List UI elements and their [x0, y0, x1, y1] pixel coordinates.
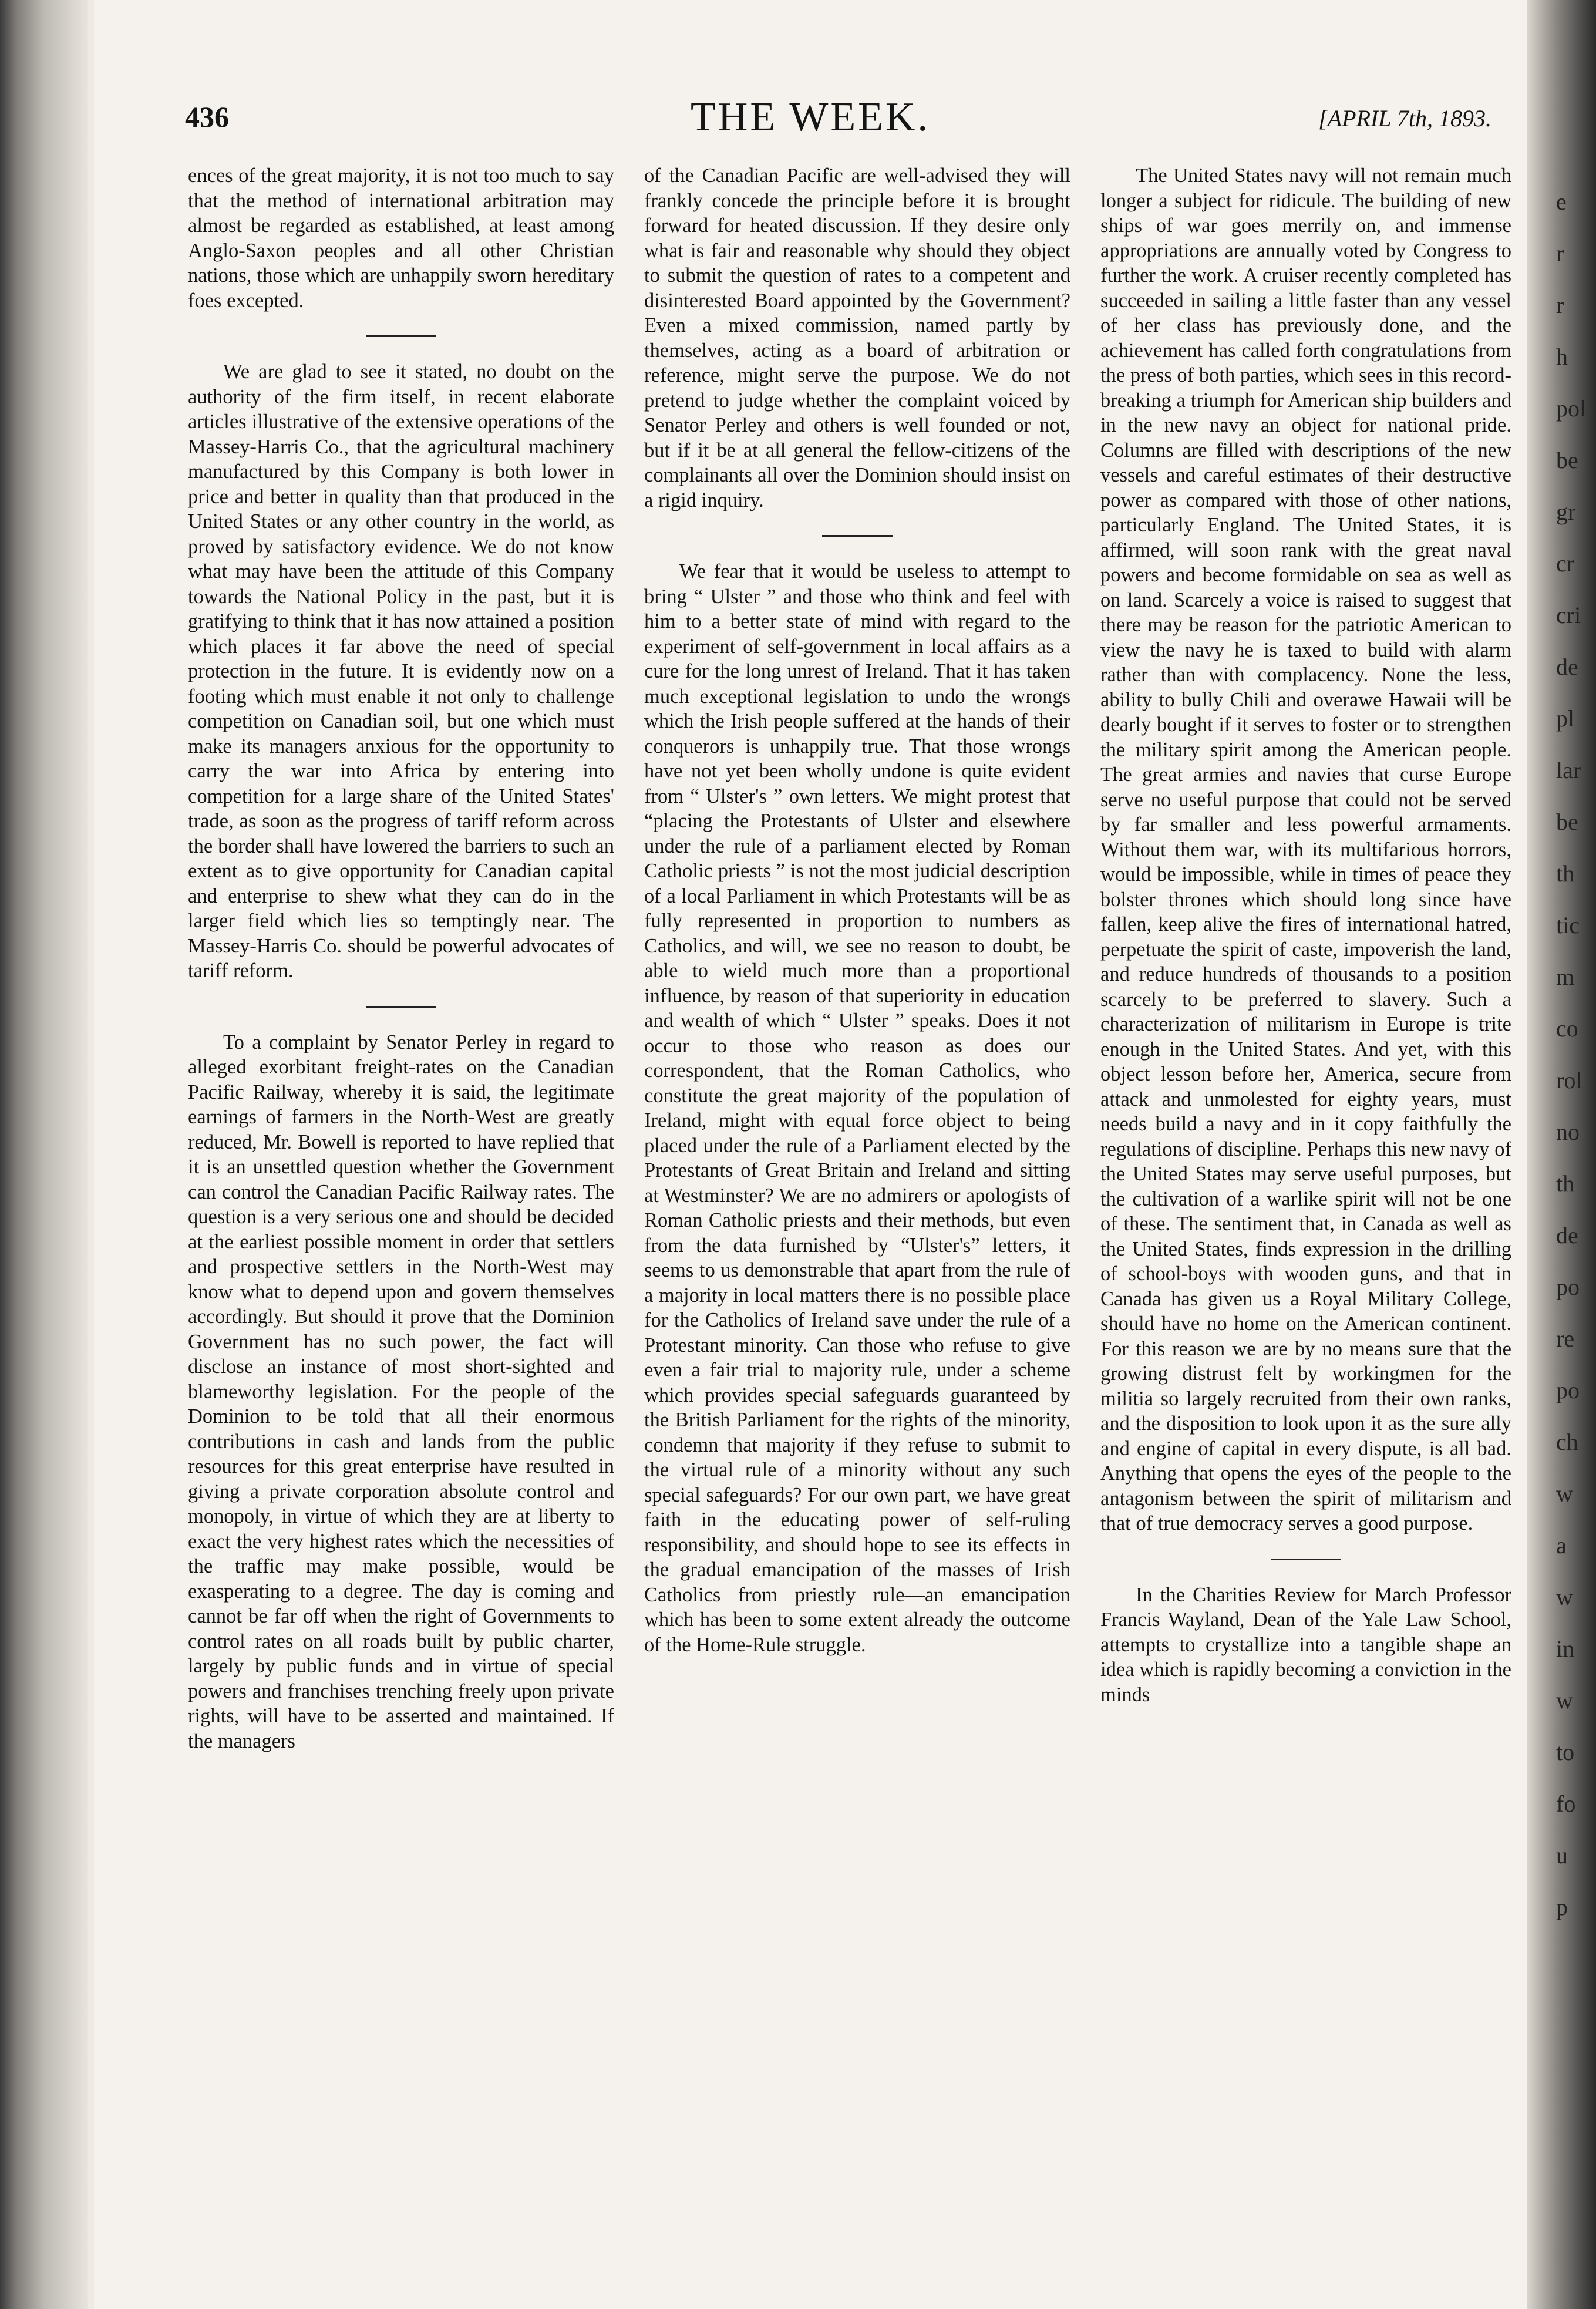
newspaper-page: [94, 0, 1527, 2309]
column-1: [188, 163, 614, 1778]
paragraph: ences of the great majority, it is not too much to say that the method of international arbitration may almost be regarded as established, at least among Anglo-Saxon peoples and all other Christian nations, those which are unhappily sworn hereditary foes excepted.: [188, 164, 614, 312]
paragraph: of the Canadian Pacific are well-advised they will frankly concede the principle before it is brought forward for heated discussion. If they desire only what is fair and reasonable why should they object to submit the question of rates to a competent and disinterested Board appointed by the Government? Even a mixed commission, named partly by themselves, acting as a board of arbitration or reference, might serve the purpose. We do not pretend to judge whether the complaint voiced by Senator Perley and others is well founded or not, but if it be at all general the fellow-citizens of the complainants all over the Dominion should insist on a rigid inquiry.: [644, 164, 1070, 511]
issue-date: [APRIL 7th, 1893.: [1318, 105, 1491, 132]
column-2: [644, 163, 1070, 1682]
paragraph: To a complaint by Senator Perley in regard to alleged exorbitant freight-rates on the Canadian Pacific Railway, whereby it is said, the legitimate earnings of farmers in the North-West are greatly reduced, Mr. Bowell is reported to have replied that it is an unsettled question whether the Government can control the Canadian Pacific Railway rates. The question is a very serious one and should be decided at the earliest possible moment in order that settlers and prospective settlers in the North-West may know what to depend upon and govern themselves accordingly. But should it prove that the Dominion Government has no such power, the fact will disclose an instance of most short-sighted and blameworthy legislation. For the people of the Dominion to be told that all their enormous contributions in cash and lands from the public resources for this great enterprise have resulted in giving a private corporation absolute control and monopoly, in virtue of which they are at liberty to exact the very highest rates which the necessities of the traffic may make possible, would be exasperating to a degree. The day is coming and cannot be far off when the right of Governments to control rates on all roads built by public charter, largely by public funds and in virtue of special powers and franchises trenching freely upon private rights, will have to be asserted and maintained. If the managers: [188, 1031, 614, 1752]
paragraph: In the Charities Review for March Professor Francis Wayland, Dean of the Yale Law School, attempts to crystallize into a tangible shape an idea which is rapidly becoming a conviction in the minds: [1100, 1583, 1511, 1706]
section-divider: [366, 335, 436, 337]
column-3: [1100, 163, 1511, 1732]
book-gutter-left: [0, 0, 88, 2309]
adjacent-page-fragments: e r r h pol be gr cr cri de pl lar be th tic m co rol no th de po re po ch w a w in w to fo u p: [1556, 189, 1587, 1920]
paragraph: We are glad to see it stated, no doubt on the authority of the firm itself, in recent elaborate articles illustrative of the extensive operations of the Massey-Harris Co., that the agricultural machinery manufactured by this Company is both lower in price and better in quality than that produced in the United States or any other country in the world, as proved by satisfactory evidence. We do not know what may have been the attitude of this Company towards the National Policy in the past, but it is gratifying to think that it has now attained a position which places it far above the need of special protection in the future. It is evidently now on a footing which must enable it not only to challenge competition on Canadian soil, but one which must make its managers anxious for the opportunity to carry the war into Africa by entering into competition for a large share of the United States' trade, as soon as the progress of tariff reform across the border shall have lowered the barriers to such an extent as to give opportunity for Canadian capital and enterprise to shew what they can do in the larger field which lies so temptingly near. The Massey-Harris Co. should be powerful advocates of tariff reform.: [188, 361, 614, 982]
section-divider: [822, 535, 893, 537]
page-header: [94, 94, 1527, 147]
paragraph: We fear that it would be useless to attempt to bring “ Ulster ” and those who think and feel with him to a better state of mind with regard to the experiment of self-government in local affairs as a cure for the long unrest of Ireland. That it has taken much exceptional legislation to undo the wrongs which the Irish people suffered at the hands of their conquerors is unhappily true. That those wrongs have not yet been wholly undone is quite evident from “ Ulster's ” own letters. We might protest that “placing the Protestants of Ulster and elsewhere under the rule of a parliament elected by Roman Catholic priests ” is not the most judicial description of a local Parliament in which Protestants will be as fully represented in proportion to numbers as Catholics, and will, we see no reason to doubt, be able to wield much more than a proportional influence, by reason of that superiority in education and wealth of which “ Ulster ” speaks. Does it not occur to those who reason as does our correspondent, that the Roman Catholics, who constitute the great majority of the population of Ireland, might with equal force object to being placed under the rule of a Parliament elected by the Protestants of Great Britain and Ireland and sitting at Westminster? We are no admirers or apologists of Roman Catholic priests and their methods, but even from the data furnished by “Ulster's” letters, it seems to us demonstrable that apart from the rule of a majority in local matters there is no possible place for the Catholics of Ireland save under the rule of a Protestant minority. Can those who refuse to give even a fair trial to majority rule, under a scheme which provides special safeguards guaranteed by the British Parliament for the rights of the minority, condemn that majority if they refuse to submit to the virtual rule of a minority without any such special safeguards? For our own part, we have great faith in the educating power of self-ruling responsibility, and should hope to see its effects in the gradual emancipation of the masses of Irish Catholics from priestly rule—an emancipation which has been to some extent already the outcome of the Home-Rule struggle.: [644, 560, 1070, 1656]
section-divider: [366, 1006, 436, 1008]
page-number: 436: [185, 100, 229, 133]
section-divider: [1271, 1559, 1341, 1560]
masthead-title: THE WEEK.: [691, 95, 930, 140]
paragraph: The United States navy will not remain much longer a subject for ridicule. The building of new ships of war goes merrily on, and immense appropriations are annually voted by Congress to further the work. A cruiser recently completed has succeeded in sailing a little faster than any vessel of her class has previously done, and the achievement has called forth congratulations from the press of both parties, which sees in this record-breaking a triumph for American ship builders and in the new navy an object for national pride. Columns are filled with descriptions of the new vessels and careful estimates of their destructive power as compared with those of other nations, particularly England. The United States, it is affirmed, will soon rank with the great naval powers and become formidable on sea as well as on land. Scarcely a voice is raised to suggest that there may be reason for the patriotic American to view the navy he is taxed to build with alarm rather than with complacency. None the less, ability to bully Chili and overawe Hawaii will be dearly bought if it serves to foster or to strengthen the military spirit among the American people. The great armies and navies that curse Europe serve no useful purpose that could not be served by far smaller and less powerful armaments. Without them war, with its multifarious horrors, would be impossible, while in times of peace they bolster thrones which should long since have fallen, keep alive the fires of international hatred, perpetuate the spirit of caste, impoverish the land, and reduce hundreds of thousands to a position scarcely to be preferred to slavery. Such a characterization of militarism in Europe is trite enough in the United States. And yet, with this object lesson before her, America, secure from attack and unmolested for eighty years, must needs build a navy and in it copy faithfully the regulations of discipline. Perhaps this new navy of the United States may serve useful purposes, but the cultivation of a warlike spirit will not be one of these. The sentiment that, in Canada as well as the United States, finds expression in the drilling of school-boys with wooden guns, and that in Canada has given us a Royal Military College, should have no home on the American continent. For this reason we are by no means sure that the growing distrust felt by workingmen for the militia so largely recruited from their own ranks, and the disposition to look upon it as the sure ally and engine of capital in every dispute, is all bad. Anything that opens the eyes of the people to the antagonism between the spirit of militarism and that of true democracy serves a good purpose.: [1100, 164, 1511, 1534]
